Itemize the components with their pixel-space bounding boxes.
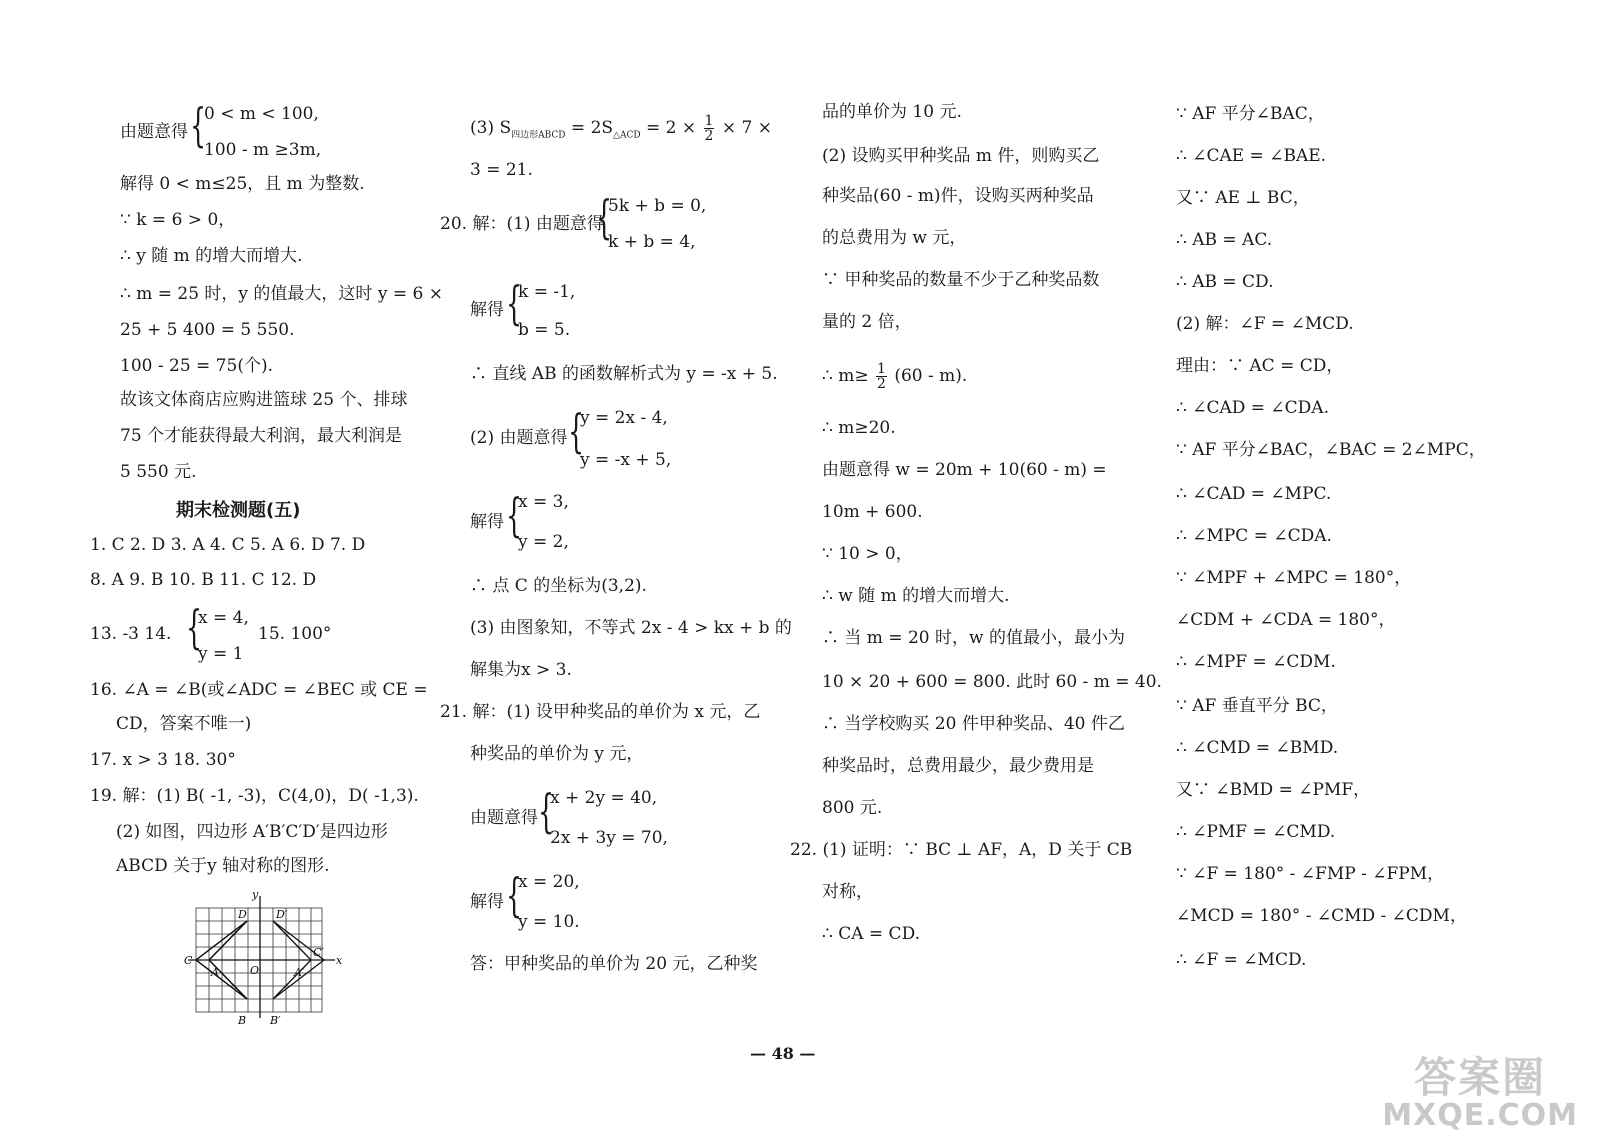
answer-line: CD，答案不唯一)	[116, 714, 252, 734]
text-line: ∴ CA = CD.	[822, 924, 920, 944]
brace-prefix: (2) 由题意得	[470, 428, 568, 448]
text-line: ∵ AF 平分∠BAC，∠BAC = 2∠MPC，	[1176, 440, 1486, 460]
formula-part: × 7 ×	[721, 118, 772, 138]
brace-row-1: 5k + b = 0,	[608, 196, 707, 216]
coordinate-figure	[180, 888, 350, 1028]
formula-part: ∴ m≥	[822, 366, 869, 386]
brace-prefix: 由题意得	[120, 122, 188, 142]
text-line: (2) 设购买甲种奖品 m 件，则购买乙	[822, 146, 1100, 166]
text-line: 25 + 5 400 = 5 550.	[120, 320, 295, 340]
text-line: ∴ ∠F = ∠MCD.	[1176, 950, 1307, 970]
text-line: 5 550 元.	[120, 462, 197, 482]
label-c: C	[184, 954, 193, 967]
label-a: A	[211, 966, 219, 979]
text-line: ∵ 10 > 0，	[822, 544, 913, 564]
label-x: x	[336, 954, 343, 967]
brace-row-1: x + 2y = 40,	[550, 788, 658, 808]
brace-symbol: {	[190, 98, 207, 152]
text-line: 22. (1) 证明：∵ BC ⊥ AF，A，D 关于 CB	[790, 840, 1133, 860]
brace-row-1: x = 20,	[518, 872, 580, 892]
brace-row-1: x = 4,	[198, 608, 249, 628]
text-line: ∴ w 随 m 的增大而增大.	[822, 586, 1010, 606]
fraction	[876, 362, 887, 391]
text-line: ∴ AB = CD.	[1176, 272, 1274, 292]
inequality-line	[822, 362, 967, 391]
brace-symbol: {	[596, 190, 613, 244]
text-line: ∴ 当学校购买 20 件甲种奖品、40 件乙	[822, 714, 1125, 734]
text-line: ∵ k = 6 > 0，	[120, 210, 236, 230]
text-line: ∴ ∠CMD = ∠BMD.	[1176, 738, 1339, 758]
text-line: 100 - 25 = 75(个).	[120, 356, 273, 376]
text-line: ∠CDM + ∠CDA = 180°，	[1176, 610, 1396, 630]
brace-prefix: 解得	[470, 300, 504, 320]
brace-row-2: y = 10.	[518, 912, 580, 932]
text-line: 种奖品时，总费用最少，最少费用是	[822, 756, 1094, 776]
brace-prefix: 20. 解：(1) 由题意得	[440, 214, 604, 234]
text-line: 由题意得 w = 20m + 10(60 - m) =	[822, 460, 1107, 480]
watermark	[1382, 1053, 1578, 1133]
text-line: ∴ 点 C 的坐标为(3,2).	[470, 576, 647, 596]
text-line: 种奖品的单价为 y 元，	[470, 744, 644, 764]
formula-part: = 2S	[565, 118, 614, 138]
label-b-prime: B′	[270, 1014, 281, 1027]
brace-row-2: y = 1	[198, 644, 244, 664]
numerator: 1	[877, 361, 886, 377]
text-line: ∵ AF 平分∠BAC，	[1176, 104, 1325, 124]
brace-row-2: y = 2,	[518, 532, 569, 552]
brace-row-2: k + b = 4,	[608, 232, 696, 252]
area-formula	[470, 114, 772, 145]
label-c-prime: C′	[313, 946, 324, 959]
text-line: ∴ m≥20.	[822, 418, 896, 438]
text-line: 解得 0 < m≤25，且 m 为整数.	[120, 174, 365, 194]
formula-part: (60 - m).	[894, 366, 968, 386]
brace-prefix: 由题意得	[470, 808, 538, 828]
text-line: 又∵ ∠BMD = ∠PMF，	[1176, 780, 1371, 800]
formula-subscript: 四边形ABCD	[511, 130, 566, 141]
text-line: 10 × 20 + 600 = 800. 此时 60 - m = 40.	[822, 672, 1162, 692]
text-line: ∴ 直线 AB 的函数解析式为 y = -x + 5.	[470, 364, 778, 384]
page-number: — 48 —	[750, 1044, 816, 1063]
text-line: 10m + 600.	[822, 502, 923, 522]
text-line: ∴ ∠MPF = ∠CDM.	[1176, 652, 1336, 672]
brace-row-1: k = -1,	[518, 282, 576, 302]
brace-row-2: b = 5.	[518, 320, 571, 340]
text-line: (2) 解：∠F = ∠MCD.	[1176, 314, 1354, 334]
formula-part: (3) S	[470, 118, 512, 138]
brace-prefix: 解得	[470, 892, 504, 912]
answer-13-14-label: 13. -3 14.	[90, 624, 172, 644]
text-line: 故该文体商店应购进篮球 25 个、排球	[120, 390, 408, 410]
text-line: 75 个才能获得最大利润，最大利润是	[120, 426, 403, 446]
brace-symbol: {	[186, 600, 203, 654]
label-o: O	[250, 964, 260, 977]
section-title: 期末检测题(五)	[176, 500, 301, 521]
brace-symbol: {	[506, 868, 523, 922]
denominator: 2	[704, 128, 714, 144]
answer-line: 19. 解：(1) B( -1, -3)，C(4,0)，D( -1,3).	[90, 786, 419, 806]
answer-line: 17. x > 3 18. 30°	[90, 750, 236, 770]
label-b: B	[238, 1014, 247, 1027]
formula-subscript: △ACD	[613, 130, 641, 141]
text-line: 品的单价为 10 元.	[822, 102, 962, 122]
text-line: ∴ ∠CAE = ∠BAE.	[1176, 146, 1327, 166]
text-line: ∠MCD = 180° - ∠CMD - ∠CDM，	[1176, 906, 1467, 926]
answer-line: 1. C 2. D 3. A 4. C 5. A 6. D 7. D	[90, 535, 366, 555]
text-line: ∴ ∠CAD = ∠MPC.	[1176, 484, 1332, 504]
text-line: ∴ ∠MPC = ∠CDA.	[1176, 526, 1332, 546]
text-line: 的总费用为 w 元，	[822, 228, 967, 248]
brace-row-1: y = 2x - 4,	[580, 408, 668, 428]
text-line: ∴ 当 m = 20 时，w 的值最小，最小为	[822, 628, 1125, 648]
label-y: y	[252, 888, 259, 901]
denominator: 2	[877, 376, 886, 392]
answer-15: 15. 100°	[258, 624, 332, 644]
text-line: ∵ ∠F = 180° - ∠FMP - ∠FPM，	[1176, 864, 1445, 884]
text-line: ∵ 甲种奖品的数量不少于乙种奖品数	[822, 270, 1100, 290]
text-line: 解集为x > 3.	[470, 660, 572, 680]
text-line: ∴ m = 25 时，y 的值最大，这时 y = 6 ×	[120, 284, 443, 304]
brace-symbol: {	[568, 404, 585, 458]
text-line: ∴ y 随 m 的增大而增大.	[120, 246, 303, 266]
text-line: 对称，	[822, 882, 873, 902]
brace-row-2: 100 - m ≥3m,	[204, 140, 322, 160]
fraction	[704, 114, 715, 143]
text-line: ∴ AB = AC.	[1176, 230, 1273, 250]
brace-row-2: 2x + 3y = 70,	[550, 828, 668, 848]
brace-row-1: 0 < m < 100,	[204, 104, 319, 124]
formula-part: = 2 ×	[640, 118, 697, 138]
label-d: D	[238, 908, 247, 921]
answer-line: 8. A 9. B 10. B 11. C 12. D	[90, 570, 317, 590]
label-d-prime: D′	[276, 908, 288, 921]
label-a-prime: A′	[294, 966, 305, 979]
answer-line: (2) 如图，四边形 A′B′C′D′是四边形	[116, 822, 388, 842]
text-line: 答：甲种奖品的单价为 20 元，乙种奖	[470, 954, 758, 974]
text-line: 种奖品(60 - m)件，设购买两种奖品	[822, 186, 1094, 206]
watermark-logo-text: 答案圈	[1414, 1053, 1547, 1102]
watermark-url: MXQE.COM	[1382, 1098, 1578, 1133]
text-line: 量的 2 倍，	[822, 312, 912, 332]
text-line: 理由：∵ AC = CD，	[1176, 356, 1344, 376]
brace-row-2: y = -x + 5,	[580, 450, 672, 470]
text-line: ∴ ∠CAD = ∠CDA.	[1176, 398, 1329, 418]
brace-symbol: {	[538, 784, 555, 838]
text-line: 3 = 21.	[470, 160, 533, 180]
brace-symbol: {	[506, 488, 523, 542]
text-line: 800 元.	[822, 798, 883, 818]
brace-symbol: {	[506, 276, 523, 330]
brace-row-1: x = 3,	[518, 492, 569, 512]
numerator: 1	[704, 113, 714, 129]
answer-line: 16. ∠A = ∠B(或∠ADC = ∠BEC 或 CE =	[90, 680, 428, 700]
text-line: 又∵ AE ⊥ BC，	[1176, 188, 1310, 208]
text-line: 21. 解：(1) 设甲种奖品的单价为 x 元，乙	[440, 702, 761, 722]
text-line: ∴ ∠PMF = ∠CMD.	[1176, 822, 1336, 842]
text-line: (3) 由图象知，不等式 2x - 4 > kx + b 的	[470, 618, 792, 638]
text-line: ∵ AF 垂直平分 BC，	[1176, 696, 1338, 716]
text-line: ∵ ∠MPF + ∠MPC = 180°，	[1176, 568, 1412, 588]
brace-prefix: 解得	[470, 512, 504, 532]
answer-line: ABCD 关于y 轴对称的图形.	[116, 856, 330, 876]
